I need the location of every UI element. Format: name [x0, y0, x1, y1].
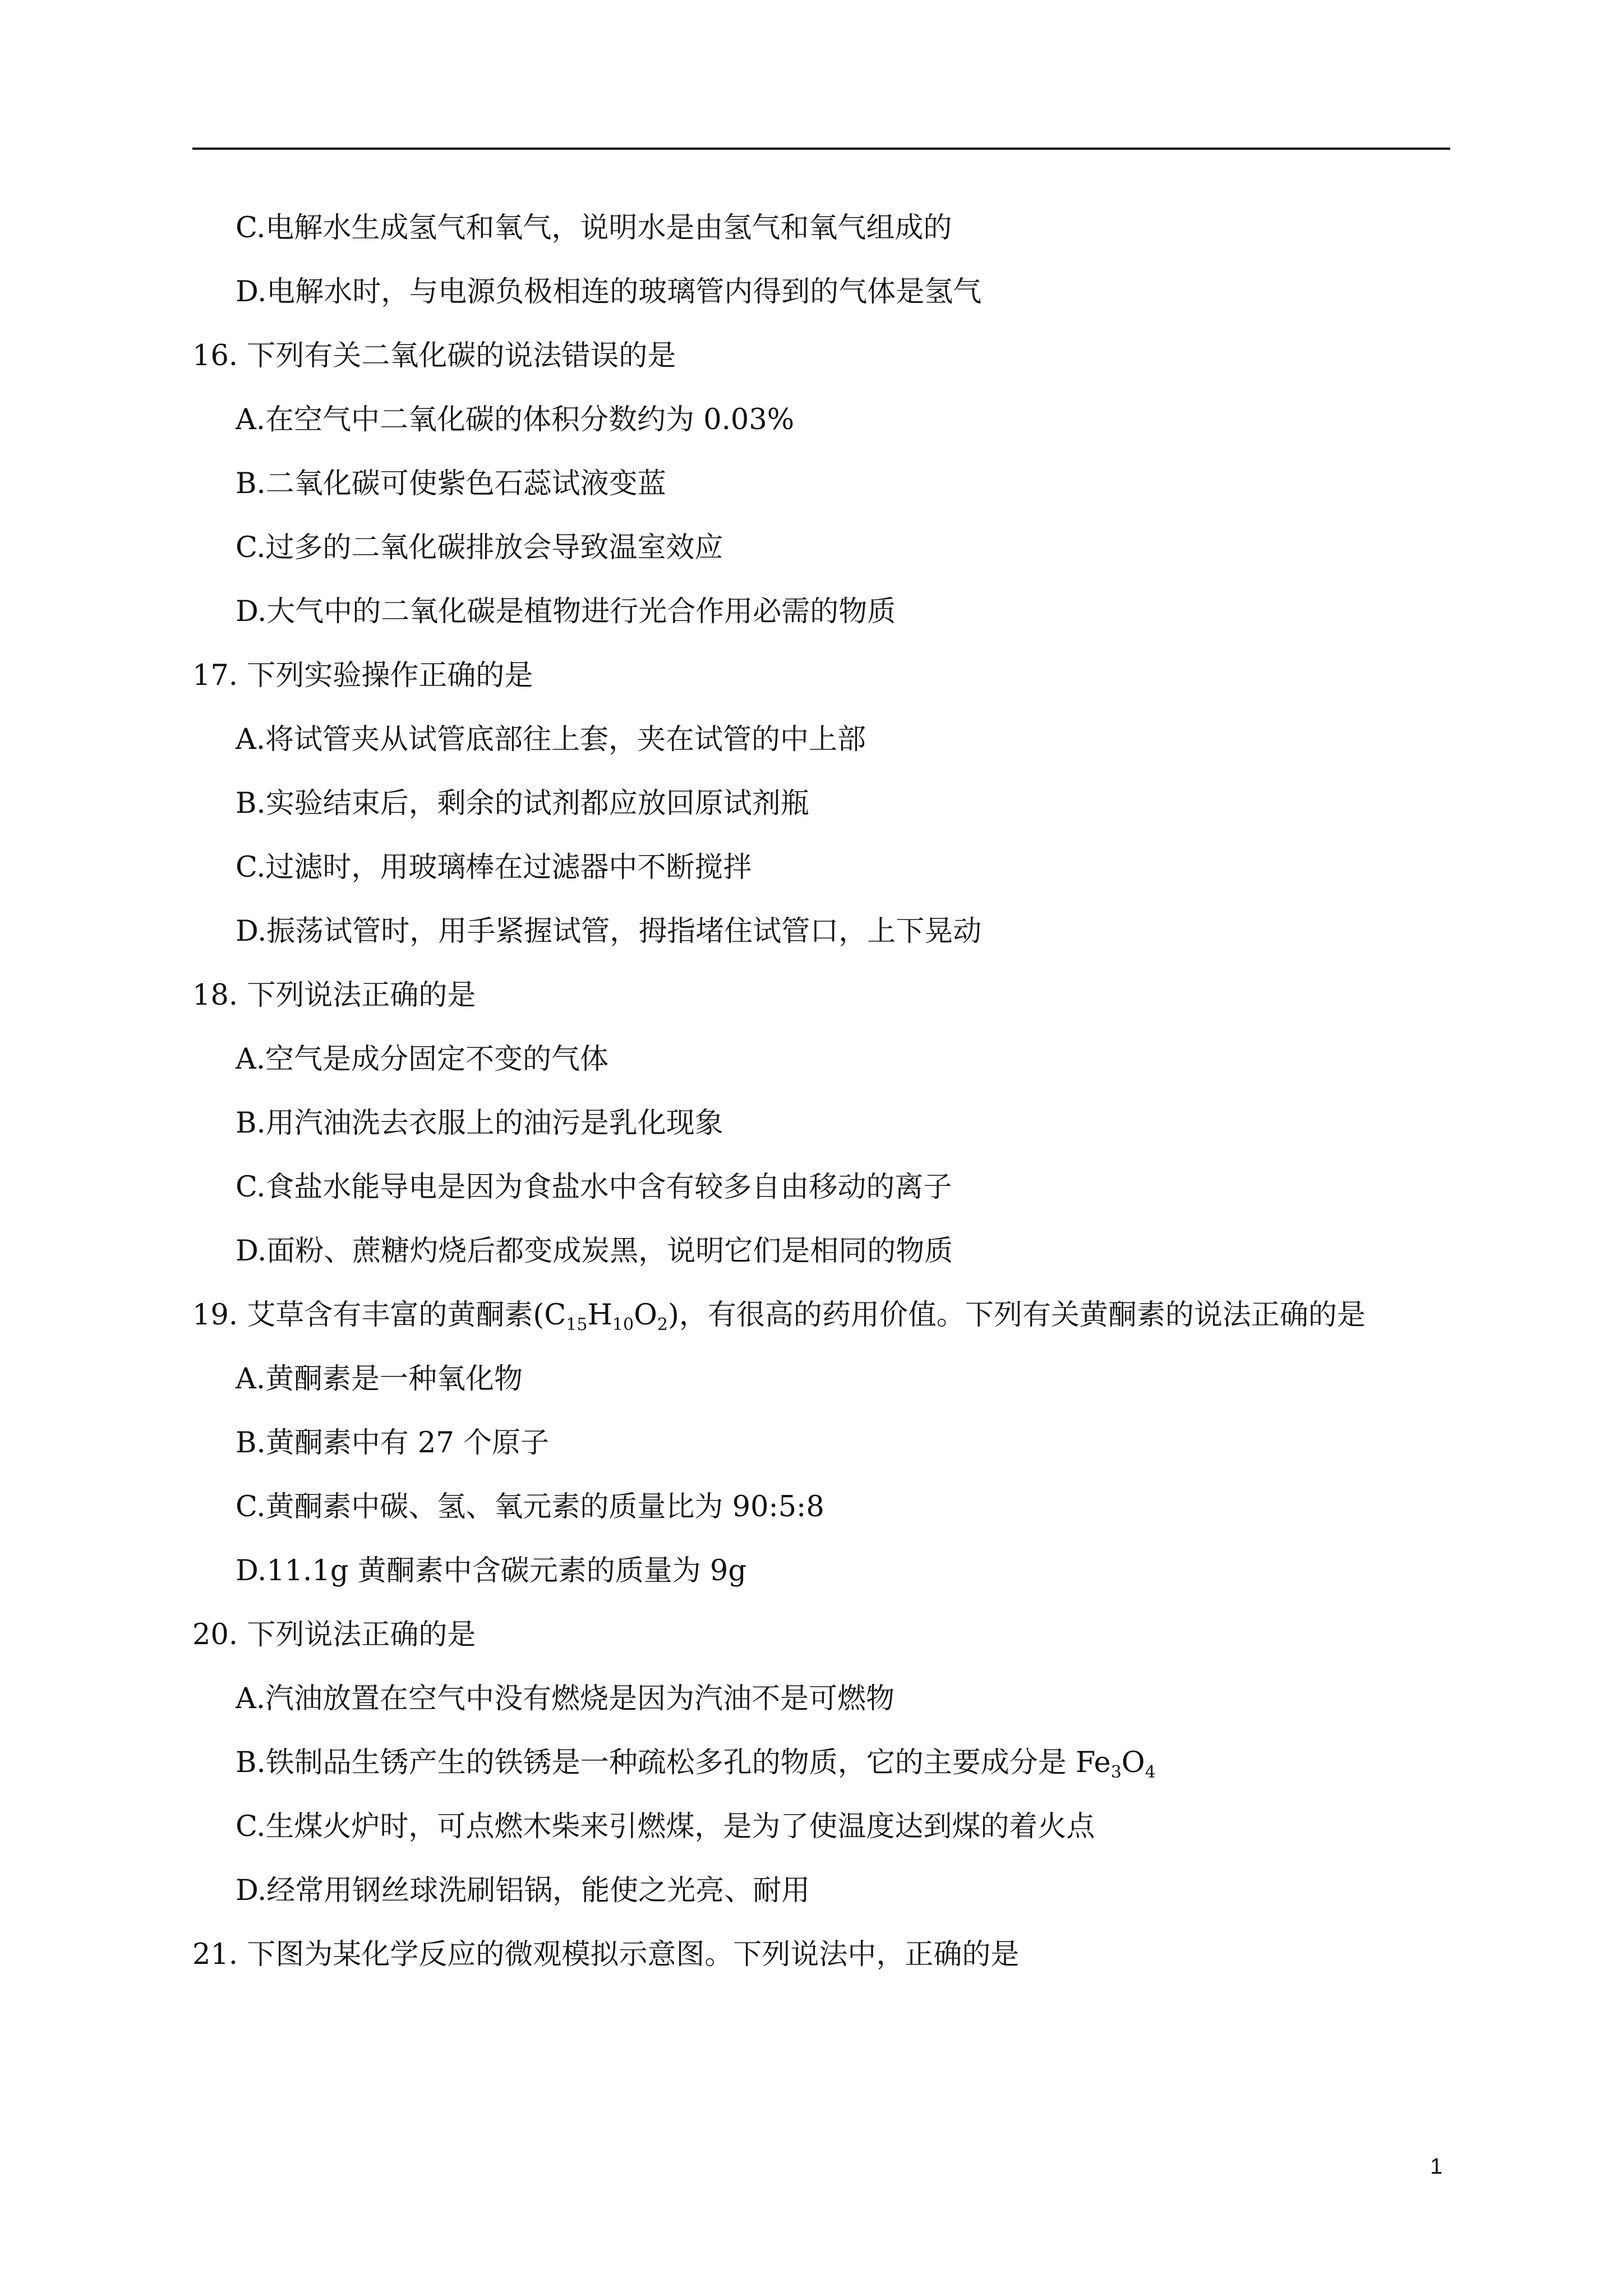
q17-option-c: C.过滤时，用玻璃棒在过滤器中不断搅拌 — [236, 851, 752, 884]
q19-option-d: D.11.1g 黄酮素中含碳元素的质量为 9g — [236, 1554, 747, 1588]
formula-subscript: 10 — [612, 1315, 634, 1335]
q18-option-d: D.面粉、蔗糖灼烧后都变成炭黑，说明它们是相同的物质 — [236, 1235, 953, 1268]
page-number: 1 — [1430, 2154, 1443, 2179]
q20-option-d: D.经常用钢丝球洗刷铝锅，能使之光亮、耐用 — [236, 1874, 810, 1907]
question-17: 17. 下列实验操作正确的是 — [192, 659, 533, 692]
formula-element: O — [634, 1299, 657, 1332]
formula-subscript: 3 — [1110, 1763, 1122, 1782]
q19-option-a: A.黄酮素是一种氧化物 — [236, 1363, 523, 1396]
q15-option-c: C.电解水生成氢气和氧气，说明水是由氢气和氧气组成的 — [236, 211, 952, 245]
question-16: 16. 下列有关二氧化碳的说法错误的是 — [192, 339, 676, 372]
question-21: 21. 下图为某化学反应的微观模拟示意图。下列说法中，正确的是 — [192, 1938, 1020, 1971]
q19-option-b: B.黄酮素中有 27 个原子 — [236, 1427, 550, 1460]
header-rule — [192, 148, 1450, 150]
q17-option-b: B.实验结束后，剩余的试剂都应放回原试剂瓶 — [236, 787, 809, 820]
question-20: 20. 下列说法正确的是 — [192, 1618, 476, 1651]
question-18: 18. 下列说法正确的是 — [192, 979, 476, 1012]
question-19 — [192, 1298, 1366, 1333]
formula-subscript: 2 — [657, 1315, 668, 1335]
formula-subscript: 15 — [566, 1315, 588, 1335]
formula-subscript: 4 — [1145, 1763, 1156, 1782]
q16-option-a: A.在空气中二氧化碳的体积分数约为 0.03% — [236, 403, 795, 436]
formula-element: H — [587, 1299, 612, 1332]
q16-option-d: D.大气中的二氧化碳是植物进行光合作用必需的物质 — [236, 595, 896, 628]
q17-option-d: D.振荡试管时，用手紧握试管，拇指堵住试管口，上下晃动 — [236, 915, 982, 948]
q20-option-b — [236, 1746, 1156, 1780]
q16-option-b: B.二氧化碳可使紫色石蕊试液变蓝 — [236, 467, 666, 500]
q20b-text: B.铁制品生锈产生的铁锈是一种疏松多孔的物质，它的主要成分是 Fe — [236, 1746, 1111, 1779]
q15-option-d: D.电解水时，与电源负极相连的玻璃管内得到的气体是氢气 — [236, 275, 982, 309]
q19-text-end: )，有很高的药用价值。下列有关黄酮素的说法正确的是 — [668, 1299, 1366, 1332]
q20-option-a: A.汽油放置在空气中没有燃烧是因为汽油不是可燃物 — [236, 1682, 895, 1715]
q17-option-a: A.将试管夹从试管底部往上套，夹在试管的中上部 — [236, 723, 866, 756]
q16-option-c: C.过多的二氧化碳排放会导致温室效应 — [236, 531, 723, 564]
q18-option-c: C.食盐水能导电是因为食盐水中含有较多自由移动的离子 — [236, 1171, 952, 1204]
q18-option-a: A.空气是成分固定不变的气体 — [236, 1043, 609, 1076]
q19-option-c: C.黄酮素中碳、氢、氧元素的质量比为 90:5:8 — [236, 1490, 824, 1524]
q20-option-c: C.生煤火炉时，可点燃木柴来引燃煤，是为了使温度达到煤的着火点 — [236, 1810, 1095, 1843]
q18-option-b: B.用汽油洗去衣服上的油污是乳化现象 — [236, 1107, 723, 1140]
formula-element: O — [1121, 1746, 1145, 1779]
q19-text-start: 19. 艾草含有丰富的黄酮素(C — [192, 1299, 566, 1332]
